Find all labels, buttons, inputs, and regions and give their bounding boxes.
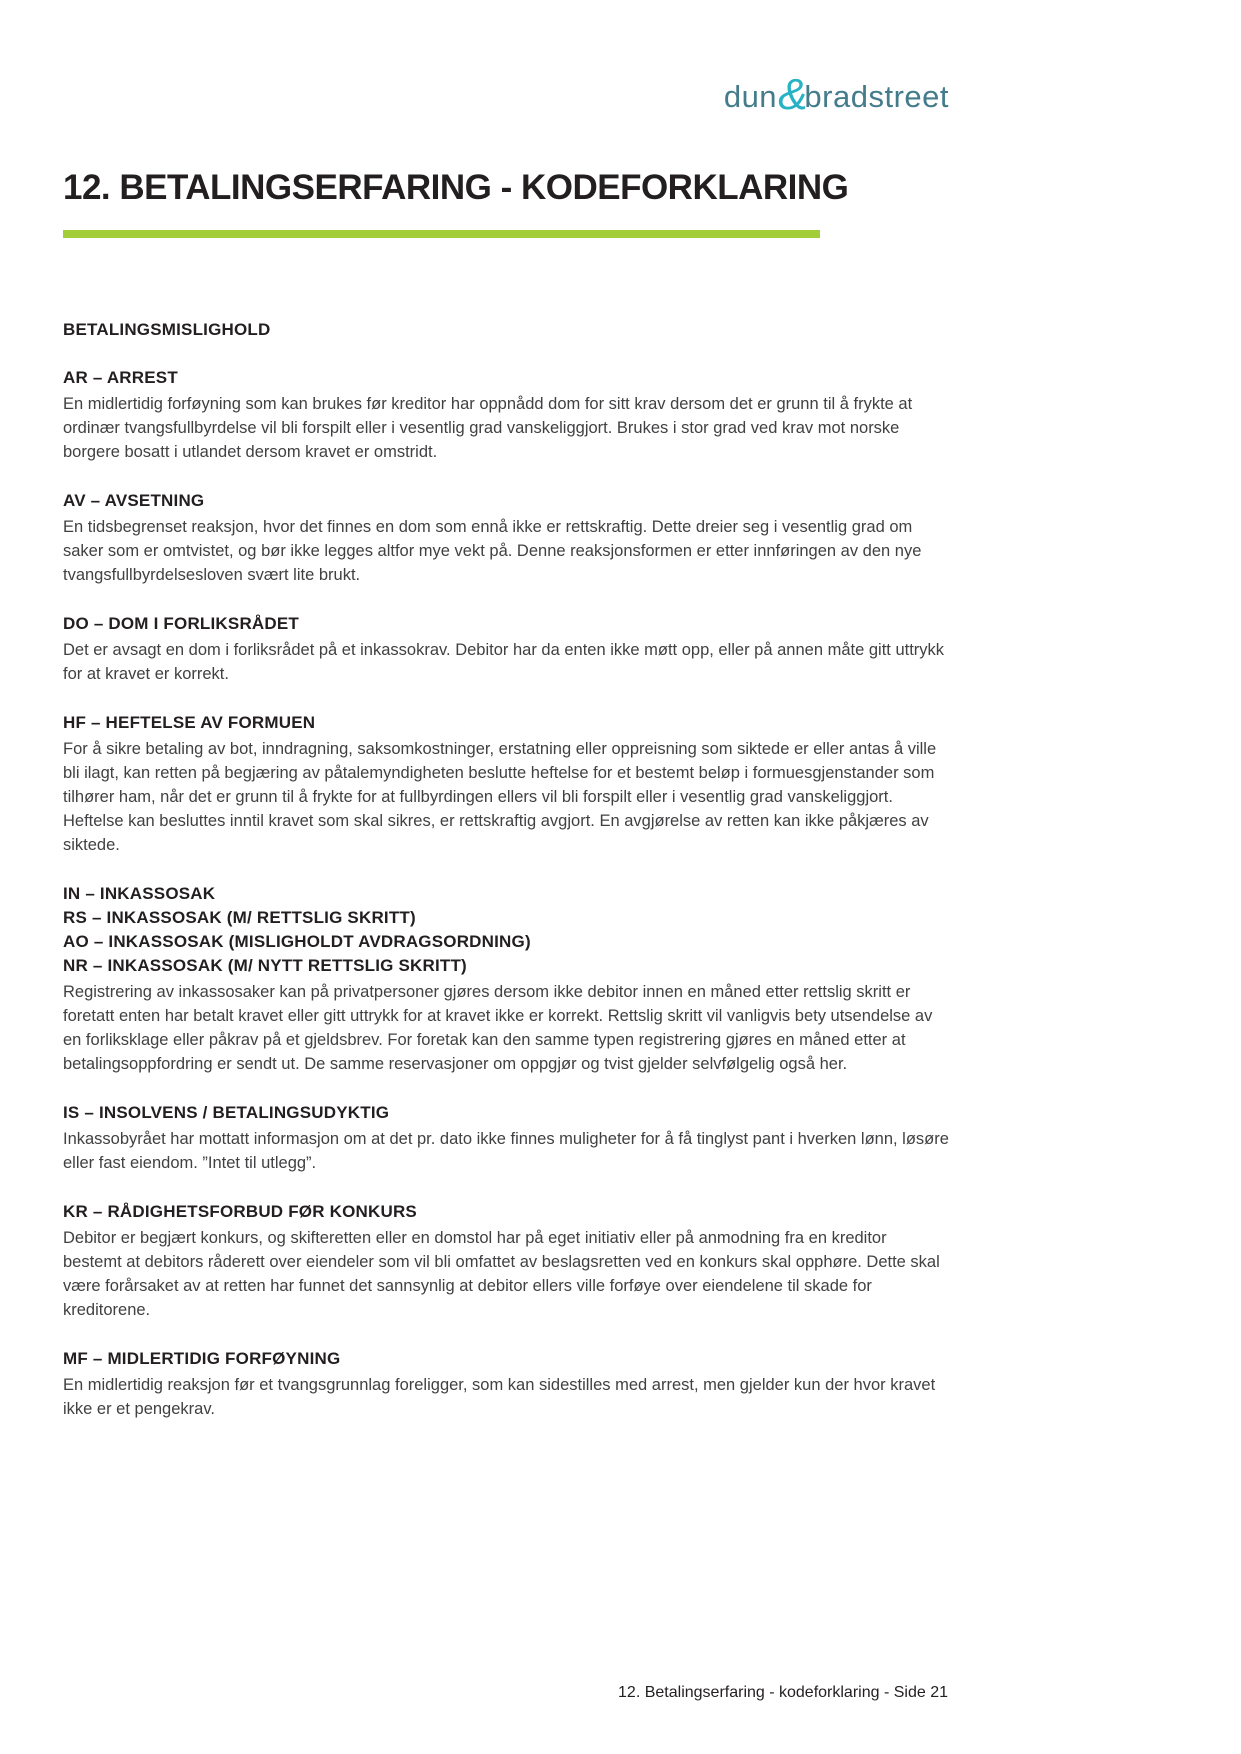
accent-rule (63, 230, 820, 238)
page-title: 12. BETALINGSERFARING - KODEFORKLARING (63, 168, 849, 207)
code-heading: NR – INKASSOSAK (M/ NYTT RETTSLIG SKRITT) (63, 956, 467, 975)
code-entry-is (63, 1101, 949, 1175)
code-description: En midlertidig forføyning som kan brukes før kreditor har oppnådd dom for sitt krav dersom det er grunn til å frykte at ordinær tvangsfullbyrdelse vil bli forspilt eller i vesentlig grad vanskeliggjort. Brukes i stor grad ved krav mot norske borgere bosatt i utlandet dersom kravet er omstridt. (63, 395, 913, 461)
logo-word-bradstreet: bradstreet (804, 79, 949, 114)
page-footer: 12. Betalingserfaring - kodeforklaring - Side 21 (618, 1684, 948, 1701)
code-heading: MF – MIDLERTIDIG FORFØYNING (63, 1349, 341, 1368)
section-heading: BETALINGSMISLIGHOLD (63, 320, 271, 339)
code-description: Debitor er begjært konkurs, og skifteretten eller en domstol har på eget initiativ eller på anmodning fra en kreditor bestemt at debitors råderett over eiendeler som vil bli omfattet av beslagsretten ved en konkurs skal opphøre. Dette skal være forårsaket av at retten har funnet det sannsynlig at debitor ellers ville forføye over eiendelene til skade for kreditorene. (63, 1229, 940, 1319)
code-entry-kr (63, 1200, 949, 1322)
code-heading: IS – INSOLVENS / BETALINGSUDYKTIG (63, 1103, 390, 1122)
code-description: En midlertidig reaksjon før et tvangsgrunnlag foreligger, som kan sidestilles med arrest, men gjelder kun der hvor kravet ikke er et pengekrav. (63, 1376, 936, 1418)
code-heading: HF – HEFTELSE AV FORMUEN (63, 713, 316, 732)
code-description: Registrering av inkassosaker kan på privatpersoner gjøres dersom ikke debitor innen en måned etter rettslig skritt er foretatt enten har betalt kravet eller gitt uttrykk for at kravet ikke er korrekt. Rettslig skritt vil vanligvis bety utsendelse av en forliksklage eller påkrav på et gjeldsbrev. For foretak kan den samme typen registrering gjøres en måned etter at betalingsoppfordring er sendt ut. De samme reservasjoner om oppgjør og tvist gjelder selvfølgelig også her. (63, 983, 933, 1073)
ampersand-icon: & (778, 70, 808, 119)
code-heading: AR – ARREST (63, 368, 178, 387)
content-column (63, 72, 949, 1421)
code-description: Inkassobyrået har mottatt informasjon om at det pr. dato ikke finnes muligheter for å få tinglyst pant i hverken lønn, løsøre eller fast eiendom. ”Intet til utlegg”. (63, 1130, 949, 1172)
code-heading: RS – INKASSOSAK (M/ RETTSLIG SKRITT) (63, 908, 416, 927)
code-entry-inkasso (63, 882, 949, 1076)
code-heading: AV – AVSETNING (63, 491, 205, 510)
code-entry-hf (63, 711, 949, 857)
code-entry-av (63, 489, 949, 587)
code-heading: IN – INKASSOSAK (63, 884, 216, 903)
code-entry-mf (63, 1347, 949, 1421)
code-entries (63, 366, 949, 1421)
brand-logo (63, 72, 949, 118)
code-description: Det er avsagt en dom i forliksrådet på et inkassokrav. Debitor har da enten ikke møtt opp, eller på annen måte gitt uttrykk for at kravet er korrekt. (63, 641, 945, 683)
code-heading: KR – RÅDIGHETSFORBUD FØR KONKURS (63, 1202, 417, 1221)
code-description: En tidsbegrenset reaksjon, hvor det finnes en dom som ennå ikke er rettskraftig. Dette dreier seg i vesentlig grad om saker som er omtvistet, og bør ikke legges altfor mye vekt på. Denne reaksjonsformen er etter innføringen av den nye tvangsfullbyrdelsesloven svært lite brukt. (63, 518, 922, 584)
code-entry-ar (63, 366, 949, 464)
code-heading: DO – DOM I FORLIKSRÅDET (63, 614, 299, 633)
code-entry-do (63, 612, 949, 686)
code-heading: AO – INKASSOSAK (MISLIGHOLDT AVDRAGSORDNING) (63, 932, 531, 951)
logo-word-dun: dun (723, 79, 778, 114)
code-description: For å sikre betaling av bot, inndragning, saksomkostninger, erstatning eller oppreisning som siktede er eller antas å ville bli ilagt, kan retten på begjæring av påtalemyndigheten beslutte heftelse for et bestemt beløp i formuesgjenstander som tilhører ham, når det er grunn til å frykte for at fullbyrdingen ellers vil bli forspilt eller i vesentlig grad vanskeliggjort. Heftelse kan besluttes inntil kravet som skal sikres, er rettskraftig avgjort. En avgjørelse av retten kan ikke påkjæres av siktede. (63, 740, 937, 854)
